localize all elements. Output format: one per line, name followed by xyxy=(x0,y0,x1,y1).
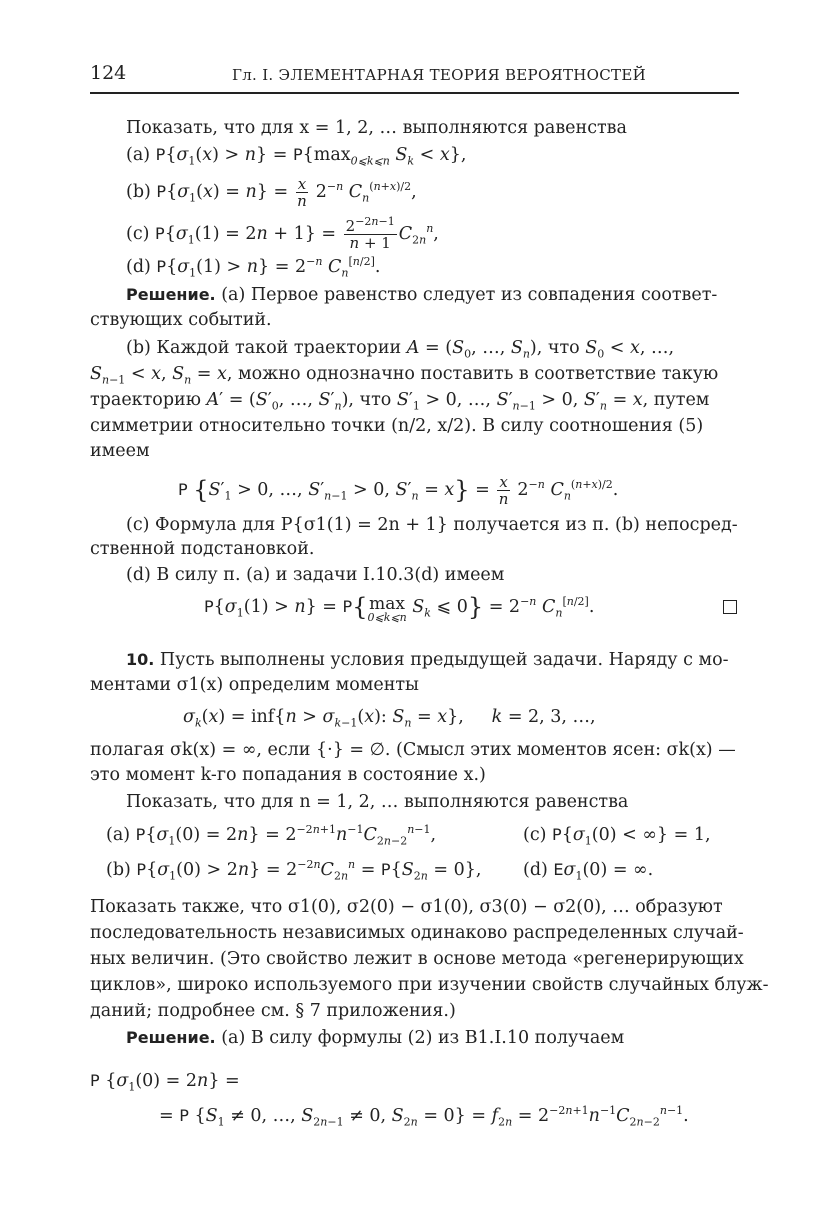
text-line: ственной подстановкой. xyxy=(90,539,315,559)
display-formula: = P {$S_1 \ne 0$, …, $S_{2n-1} \ne 0$, $S_{2n} = 0\} = f_{2n} = 2^{-2n+1}n^{-1}C_{2n-2}^{n-1}$. xyxy=(159,1104,689,1129)
solution-label: Решение. xyxy=(126,285,216,304)
problem-line: 10. Пусть выполнены условия предыдущей задачи. Наряду с мо- xyxy=(126,650,729,670)
qed-square-icon xyxy=(723,600,737,614)
running-title: Гл. I. ЭЛЕМЕНТАРНАЯ ТЕОРИЯ ВЕРОЯТНОСТЕЙ xyxy=(232,66,646,84)
display-formula: P {$S'_1 > 0$, …, $S'_{n-1} > 0$, $S'_n = x$} = $\frac{x}{n}$ $2^{-n}$ $C_n^{(n+x)/2}$. xyxy=(178,473,619,508)
text-line: последовательность независимых одинаково распределенных случай- xyxy=(90,923,744,943)
display-formula: $P\{\sigma_1(1) > n\} = P${ max 0⩽k⩽n $S_k$ ⩽ $0\} = 2^{-n}$ $C_n[n/2]$. xyxy=(204,593,595,624)
formula-b: (b) $P\{\sigma_1(x) = n\}$ = $\frac{x}{n}$ $2^{-n}$ $C_n^{(n+x)/2}$, xyxy=(126,175,417,210)
page-number: 124 xyxy=(90,62,127,84)
formula-b: (b) $P\{\sigma_1(0) > 2n\} = 2^{-2n}C_{2n}^n = P\{S_{2n} = 0\}$, xyxy=(106,858,482,883)
text-line: Показать, что для n = 1, 2, … выполняются равенства xyxy=(126,792,629,812)
text-line: $S_{n-1} < x$, $S_n = x$, можно однозначно поставить в соответствие такую xyxy=(90,364,719,387)
formula-c: (c) $P\{\sigma_1(0)$ < ∞} = 1, xyxy=(523,825,711,848)
text-line: циклов», широко используемого при изучении свойств случайных блуж- xyxy=(90,975,769,995)
text-line: имеем xyxy=(90,441,150,461)
solution-line: Решение. (a) В силу формулы (2) из В1.I.10 получаем xyxy=(126,1028,625,1048)
header-rule xyxy=(90,92,739,94)
text-line: ных величин. (Это свойство лежит в основе метода «регенерирующих xyxy=(90,949,744,969)
formula-c: (c) $P\{\sigma_1(1) = 2n + 1\}$ = $\frac{2^{-2n-1}}{n + 1}$ $C_{2n}^n$, xyxy=(126,215,439,252)
text-line: ствующих событий. xyxy=(90,310,272,330)
solution-label: Решение. xyxy=(126,1028,216,1047)
text-line: (d) В силу п. (a) и задачи I.10.3(d) имеем xyxy=(126,565,505,585)
display-formula: $\sigma_k(x) = inf\{n > \sigma_{k-1}(x)$: $S_n = x$}, k = 2, 3, …, xyxy=(183,707,596,730)
formula-d: (d) $P\{\sigma_1(1) > n\} = 2^{-n}$ $C_n[n/2]$. xyxy=(126,255,381,280)
text-line: (b) Каждой такой траектории $A = (S_0$, …, $S_n$), что $S_0 < x$, …, xyxy=(126,338,675,361)
text-line: (a) Первое равенство следует из совпадения соответ- xyxy=(221,285,718,305)
formula-a: (a) $P\{\sigma_1(x) > n\} = P\{\max_{0⩽k⩽n}$ $S_k < x$}, xyxy=(126,145,467,168)
problem-number: 10. xyxy=(126,650,155,669)
text-line: траекторию $A' = (S'_0$, …, $S'_n$), что $S'_1 > 0$, …, $S'_{n-1} > 0$, $S'_n = x$, путем xyxy=(90,390,710,413)
display-formula: P $\{\sigma_1(0) = 2n\}$ = xyxy=(90,1071,240,1094)
solution-line xyxy=(126,285,717,305)
text-line: Показать, что для x = 1, 2, … выполняются равенства xyxy=(126,118,627,138)
text-line: симметрии относительно точки (n/2, x/2). В силу соотношения (5) xyxy=(90,416,704,436)
formula-a: (a) $P\{\sigma_1(0) = 2n\} = 2^{-2n+1}n^{-1}C_{2n-2}^{n-1}$, xyxy=(106,823,437,848)
text-line: ментами σ1(x) определим моменты xyxy=(90,675,419,695)
text-line: даний; подробнее см. § 7 приложения.) xyxy=(90,1001,456,1021)
text-line: (c) Формула для P{σ1(1) = 2n + 1} получается из п. (b) непосред- xyxy=(126,515,738,535)
formula-d: (d) $E\sigma_1(0)$ = ∞. xyxy=(523,860,654,883)
text-line: полагая σk(x) = ∞, если {·} = ∅. (Смысл этих моментов ясен: σk(x) — xyxy=(90,740,736,760)
text-line: Показать также, что σ1(0), σ2(0) − σ1(0), σ3(0) − σ2(0), … образуют xyxy=(90,897,723,917)
text-line: это момент k-го попадания в состояние x.) xyxy=(90,765,486,785)
